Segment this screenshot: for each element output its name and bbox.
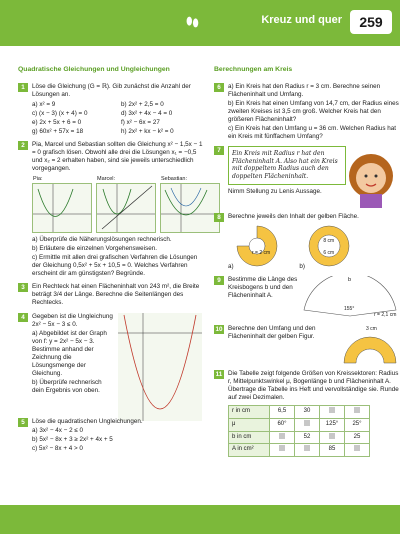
task-item: a) Abgebildet ist der Graph von f: y = 2x² − 5x − 3. Bestimme anhand der Zeichnung die Lösungsmenge der Gleichung.	[32, 329, 107, 377]
task-number: 11	[215, 371, 223, 379]
task-item: b) 5x² − 8x + 3 ≥ 2x² + 4x + 5	[32, 435, 113, 443]
radius-label: r = 2,1 cm	[374, 312, 397, 319]
table-row: A in cm² 85	[229, 444, 370, 457]
task-text: Pia, Marcel und Sebastian sollten die Gleichung x² − 1,5x − 1 = 0 grafisch lösen. Obwohl alle drei die Lösungen x₁ = −0,5 und x₂ = 2 erhalten haben, sind sie jeweils unterschiedlich vorgegangen.	[32, 140, 203, 173]
parabola-graph	[161, 184, 219, 232]
plot-marcel	[96, 176, 156, 233]
task-number: 2	[18, 141, 28, 150]
plot-label: Marcel:	[97, 176, 116, 183]
page-content	[10, 46, 398, 505]
task-1	[18, 83, 204, 136]
left-column	[18, 66, 204, 458]
angle-label: 155°	[344, 306, 355, 313]
task-number: 4	[18, 313, 28, 322]
task-item: h) 2x² + kx − k² = 0	[121, 127, 174, 135]
circle-figure-a	[235, 224, 279, 268]
footer-band	[0, 505, 400, 534]
task-number: 8	[214, 213, 224, 222]
parabola-graph	[118, 313, 202, 421]
task-number: 7	[214, 146, 224, 155]
task-text: Nimm Stellung zu Lenis Aussage.	[228, 187, 322, 195]
section-title-circle: Berechnungen am Kreis	[214, 66, 293, 73]
task-8	[214, 213, 400, 271]
task-text: Gegeben ist die Ungleichung 2x² − 5x − 3 ≤ 0.	[32, 312, 113, 328]
task-text: Die Tabelle zeigt folgende Größen von Kreissektoren: Radius r, Mittelpunktswinkel μ, Bogenlänge b und Flächeninhalt A. Übertrage die Tabelle ins Heft und vervollständige sie. Runde auf zwei Dezimalen.	[228, 370, 399, 402]
task-item: b) Ein Kreis hat einen Umfang von 14,7 cm, der Radius eines zweiten Kreises ist 3,5 cm groß. Welcher Kreis hat den größeren Flächeninhalt?	[228, 99, 399, 123]
footprints-icon	[183, 13, 201, 31]
task-item: b) Überprüfe rechnerisch dein Ergebnis von oben.	[32, 378, 102, 394]
task-10	[214, 325, 400, 365]
radius-label: r = 2 cm	[252, 250, 271, 257]
plot-label: Sebastian:	[161, 176, 187, 183]
task-text: Berechne den Umfang und den Flächeninhalt der gelben Figur.	[228, 325, 316, 341]
task-text: Löse die Gleichung (G = ℝ). Gib zunächst die Anzahl der Lösungen an.	[32, 82, 191, 98]
plot-pia	[32, 176, 92, 233]
task-item: d) 3x² + 4x − 4 = 0	[121, 109, 173, 117]
task-item: c) (x − 3) (x + 4) = 0	[32, 109, 88, 117]
task-2	[18, 141, 204, 278]
task-number: 5	[18, 418, 28, 427]
task-item: a) x² = 9	[32, 100, 56, 108]
section-title-quadratic: Quadratische Gleichungen und Ungleichungen	[18, 66, 170, 73]
circle-figure-b	[307, 224, 351, 268]
task-text: Ein Rechteck hat einen Flächeninhalt von 243 m², die Breite beträgt 3/4 der Länge. Berechne die Seitenlängen des Rechtecks.	[32, 283, 200, 307]
task-6	[214, 83, 400, 141]
task-number: 9	[214, 276, 224, 285]
arc-label: b	[348, 277, 352, 284]
length-label: 3 cm	[366, 326, 377, 333]
chapter-title: Kreuz und quer	[261, 14, 342, 26]
girl-illustration	[340, 146, 400, 208]
parabola-graph	[33, 184, 91, 232]
table-row: r in cm 6,5 30	[229, 406, 370, 419]
task-number: 6	[214, 83, 224, 92]
task-item: a) Ein Kreis hat den Radius r = 3 cm. Berechne seinen Flächeninhalt und Umfang.	[228, 82, 381, 98]
subtask-label: a)	[228, 263, 234, 271]
task-item: b) Erläutere die einzelnen Vorgehensweisen.	[32, 245, 157, 253]
length-label: 8 cm	[323, 238, 335, 245]
task-number: 10	[215, 326, 223, 334]
table-row: b in cm 52 25	[229, 431, 370, 444]
header-band	[0, 0, 400, 46]
task-item: f) x² − 6x = 27	[121, 118, 160, 126]
task-item: b) 2x² + 2,5 = 0	[121, 100, 164, 108]
parabola-line-graph	[97, 184, 155, 232]
task-item: a) Überprüfe die Näherungslösungen rechnerisch.	[32, 236, 172, 244]
task-11	[214, 370, 400, 457]
task-text: Berechne jeweils den Inhalt der gelben Fläche.	[228, 213, 359, 221]
right-column	[214, 66, 400, 462]
task-item: c) Ein Kreis hat den Umfang u = 36 cm. Welchen Radius hat ein Kreis mit fünffachem Umfang?	[228, 124, 397, 140]
task-7	[214, 146, 400, 208]
plot-sebastian	[160, 176, 220, 233]
task-item: g) 60x² + 57x = 18	[32, 127, 84, 135]
task-item: c) Ermittle mit allen drei grafischen Verfahren die Lösungen der Gleichung 0,5x² + 5x + 10,5 = 0. Welches Verfahren erscheint dir am günstigsten? Begründe.	[32, 254, 198, 278]
task-item: a) 3x² − 4x − 2 ≤ 0	[32, 426, 84, 434]
task-5	[18, 418, 204, 453]
task-number: 3	[18, 283, 28, 292]
plot-label: Pia:	[33, 176, 43, 183]
task-4	[18, 313, 204, 413]
task-text: Löse die quadratischen Ungleichungen.	[32, 417, 143, 425]
length-label: 6 cm	[323, 250, 335, 257]
task-text: Bestimme die Länge des Kreisbogens b und den Flächeninhalt A.	[228, 276, 298, 300]
subtask-label: b)	[299, 263, 305, 271]
task-item: e) 2x + 5x + 6 = 0	[32, 118, 82, 126]
task-item: c) 5x² − 8x + 4 > 0	[32, 444, 83, 452]
task-number: 1	[18, 83, 28, 92]
table-row: μ 60° 125° 25°	[229, 418, 370, 431]
page-number: 259	[350, 10, 392, 34]
task-3	[18, 283, 204, 307]
sector-table	[228, 405, 370, 457]
speech-bubble: Ein Kreis mit Radius r hat den Flächeninhalt A. Also hat ein Kreis mit doppeltem Radius auch den doppelten Flächeninhalt.	[228, 146, 346, 185]
task-9	[214, 276, 400, 320]
